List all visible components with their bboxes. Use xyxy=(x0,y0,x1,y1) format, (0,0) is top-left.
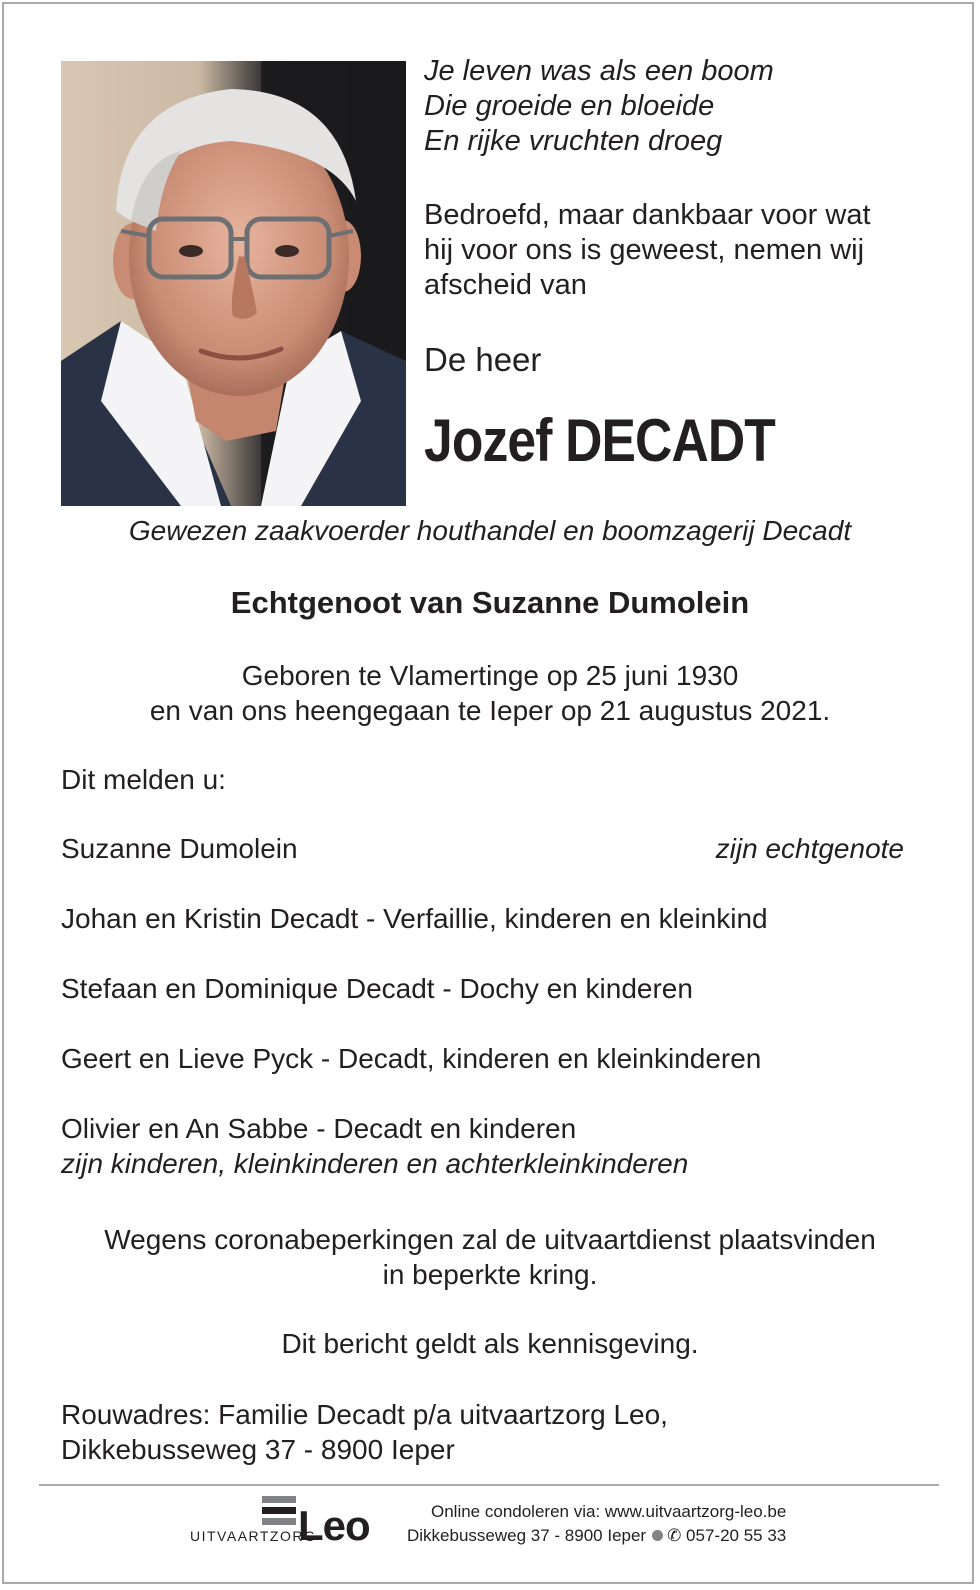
logo-big-text: Leo xyxy=(298,1502,370,1549)
family-child: Stefaan en Dominique Decadt - Dochy en kinderen xyxy=(61,973,693,1004)
intro-line: hij voor ons is geweest, nemen wij xyxy=(424,234,865,266)
family-spouse-name: Suzanne Dumolein xyxy=(61,833,298,864)
corona-line: in beperkte kring. xyxy=(382,1259,598,1290)
announce-label: Dit melden u: xyxy=(61,764,226,795)
corona-line: Wegens coronabeperkingen zal de uitvaartdienst plaatsvinden xyxy=(104,1224,876,1255)
intro-line: Bedroefd, maar dankbaar voor wat xyxy=(424,199,871,231)
poem-line: Die groeide en bloeide xyxy=(424,90,715,122)
family-child: Johan en Kristin Decadt - Verfaillie, kinderen en kleinkind xyxy=(61,903,768,934)
family-child: Geert en Lieve Pyck - Decadt, kinderen en kleinkinderen xyxy=(61,1043,762,1074)
bullet-icon xyxy=(652,1530,663,1541)
leo-logo xyxy=(190,1492,380,1552)
poem-line: En rijke vruchten droeg xyxy=(424,125,723,157)
corona-notice xyxy=(4,1222,974,1292)
footer-address: Dikkebusseweg 37 - 8900 Ieper xyxy=(407,1526,647,1545)
family-child: Olivier en An Sabbe - Decadt en kinderen xyxy=(61,1113,577,1144)
footer-contact xyxy=(407,1500,786,1548)
intro-line: afscheid van xyxy=(424,269,587,301)
logo-bars-icon xyxy=(262,1496,298,1532)
spouse-line: Echtgenoot van Suzanne Dumolein xyxy=(230,585,750,620)
family-spouse-role: zijn echtgenote xyxy=(715,833,904,864)
footer-divider xyxy=(39,1484,939,1486)
poem-line: Je leven was als een boom xyxy=(424,55,774,87)
address-line: Dikkebusseweg 37 - 8900 Ieper xyxy=(61,1434,455,1465)
death-line: en van ons heengegaan te Ieper op 21 augustus 2021. xyxy=(149,695,831,726)
children-role: zijn kinderen, kleinkinderen en achterkleinkinderen xyxy=(61,1148,689,1179)
portrait-photo xyxy=(61,61,406,506)
footer-address-line xyxy=(407,1524,786,1548)
notice-text: Dit bericht geldt als kennisgeving. xyxy=(281,1328,699,1359)
poem xyxy=(424,54,774,159)
life-dates xyxy=(4,658,974,728)
occupation: Gewezen zaakvoerder houthandel en boomzagerij Decadt xyxy=(128,515,852,546)
obituary-card xyxy=(2,2,974,1584)
online-condolence: Online condoleren via: www.uitvaartzorg-leo.be xyxy=(431,1502,787,1521)
deceased-name: Jozef DECADT xyxy=(424,407,775,474)
logo-small-text: UITVAARTZORG xyxy=(190,1528,317,1544)
birth-line: Geboren te Vlamertinge op 25 juni 1930 xyxy=(241,660,739,691)
footer-phone: ✆ 057-20 55 33 xyxy=(667,1526,787,1545)
address-line: Rouwadres: Familie Decadt p/a uitvaartzorg Leo, xyxy=(61,1399,668,1430)
intro-text xyxy=(424,198,924,303)
honorific: De heer xyxy=(424,341,542,378)
